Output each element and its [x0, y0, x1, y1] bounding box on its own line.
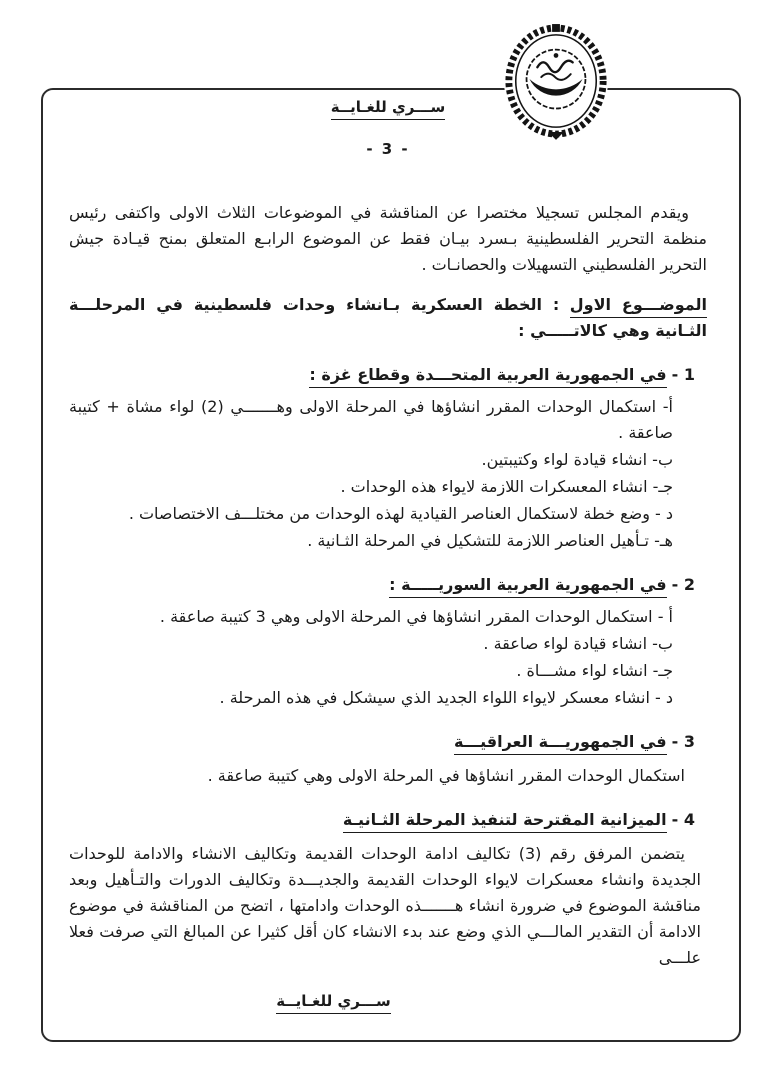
section-number: 3 -: [671, 732, 695, 751]
section-title: في الجمهورية العربية السوريـــــة :: [389, 575, 666, 598]
section-4-heading: [69, 807, 707, 833]
subject-label: الموضـــوع الاول: [570, 295, 707, 318]
section-3: [69, 729, 707, 789]
section-number: 2 -: [671, 575, 695, 594]
classification-footer: [0, 992, 722, 1010]
list-item: ب- انشاء قيادة لواء صاعقة .: [483, 634, 673, 653]
section-2: [69, 572, 707, 711]
section-1: [69, 362, 707, 554]
list-item: أ- استكمال الوحدات المقرر انشاؤها في المرحلة الاولى وهـــــــي (2) لواء مشاة + كتيبة صاعقة .: [69, 397, 674, 442]
page-number: - 3 -: [366, 140, 410, 158]
section-4: [69, 807, 707, 971]
section-paragraph: يتضمن المرفق رقم (3) تكاليف ادامة الوحدات القديمة وتكاليف الانشاء والادامة للوحدات الجديدة وانشاء معسكرات لايواء الوحدات القديمة والجديـــدة وتكاليف الدورات والتـأهيل وبعد مناقشة الموضوع في ضرورة انشاء هـــــــذه الوحدات وادامتها ، اتضح من المناقشة في موضوع الادامة أن التقدير المالـــي الذي وضع عند بدء الانشاء كان أقل كثيرا عن المبالغ التي صرفت فعلا علـــى: [69, 844, 701, 967]
document-content: [69, 94, 707, 971]
list-item: أ - استكمال الوحدات المقرر انشاؤها في المرحلة الاولى وهي 3 كتيبة صاعقة .: [159, 607, 673, 626]
section-title: في الجمهورية العربية المتحـــدة وقطاع غزة :: [309, 365, 666, 388]
subject-text: : الخطة العسكرية بـانشاء وحدات فلسطينية في المرحلـــة الثـانية وهي كالاتـــــي :: [69, 295, 707, 340]
classification-footer-text: ســـري للغـايــة: [276, 992, 390, 1014]
list-item: د - وضع خطة لاستكمال العناصر القيادية لهذه الوحدات من مختلـــف الاختصاصات .: [128, 504, 673, 523]
list-item: ب- انشاء قيادة لواء وكتيبتين.: [481, 450, 673, 469]
intro-paragraph: ويقدم المجلس تسجيلا مختصرا عن المناقشة في الموضوعات الثلاث الاولى واكتفى رئيس منظمة التحرير الفلسطينية بـسرد بيـان فقط عن الموضوع الرابـع المتعلق بمنح قيـادة جيش التحرير الفلسطيني التسهيلات والحصانـات .: [69, 203, 707, 274]
list-item: د - انشاء معسكر لايواء اللواء الجديد الذي سيشكل في هذه المرحلة .: [219, 688, 673, 707]
section-title: الميزانية المقترحة لتنفيذ المرحلة الثـانيـة: [343, 810, 667, 833]
list-item: جـ- انشاء لواء مشـــاة .: [516, 661, 673, 680]
section-number: 4 -: [671, 810, 695, 829]
section-1-heading: [69, 362, 707, 388]
section-paragraph: استكمال الوحدات المقرر انشاؤها في المرحلة الاولى وهي كتيبة صاعقة .: [207, 766, 685, 785]
section-2-heading: [69, 572, 707, 598]
classification-header-text: ســـري للغـايــة: [331, 98, 445, 120]
section-title: في الجمهوريـــة العراقيـــة: [454, 732, 667, 755]
section-number: 1 -: [671, 365, 695, 384]
section-3-heading: [69, 729, 707, 755]
classification-header: [69, 94, 707, 120]
list-item: هـ- تـأهيل العناصر اللازمة للتشكيل في المرحلة الثـانية .: [307, 531, 673, 550]
subject-heading: [69, 292, 707, 344]
list-item: جـ- انشاء المعسكرات اللازمة لايواء هذه الوحدات .: [340, 477, 673, 496]
